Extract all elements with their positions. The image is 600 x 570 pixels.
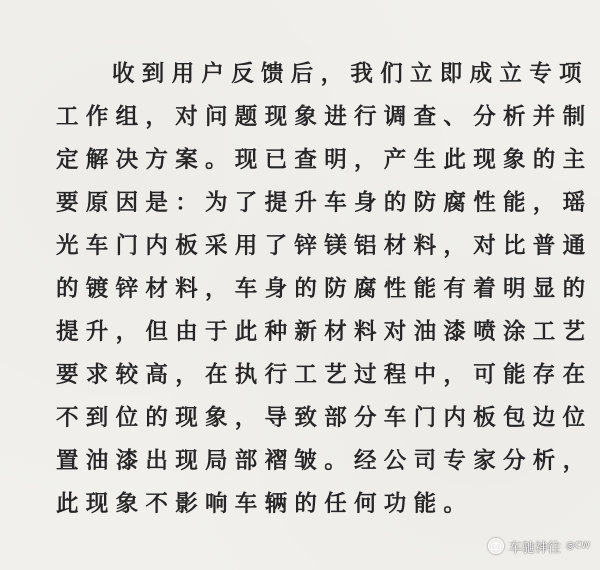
watermark-handle: @CW bbox=[565, 541, 590, 551]
statement-line: 提升，但由于此种新材料对油漆喷涂工艺 bbox=[56, 319, 593, 345]
statement-line: 此现象不影响车辆的任何功能。 bbox=[56, 491, 474, 517]
statement-line: 定解决方案。现已查明，产生此现象的主 bbox=[56, 147, 593, 173]
watermark-name: 车驰神往 bbox=[508, 540, 561, 556]
camera-logo-icon bbox=[488, 538, 504, 554]
statement-line: 要求较高，在执行工艺过程中，可能存在 bbox=[56, 362, 593, 388]
statement-line: 的镀锌材料，车身的防腐性能有着明显的 bbox=[56, 276, 593, 302]
watermark bbox=[488, 536, 590, 556]
statement-line: 不到位的现象，导致部分车门内板包边位 bbox=[56, 405, 593, 431]
statement-line: 要原因是：为了提升车身的防腐性能，瑶 bbox=[56, 190, 593, 216]
statement-line: 置油漆出现局部褶皱。经公司专家分析， bbox=[56, 448, 593, 474]
statement-line: 光车门内板采用了锌镁铝材料，对比普通 bbox=[56, 233, 593, 259]
statement-line: 收到用户反馈后，我们立即成立专项 bbox=[112, 61, 589, 87]
statement-line: 工作组，对问题现象进行调查、分析并制 bbox=[56, 104, 593, 130]
